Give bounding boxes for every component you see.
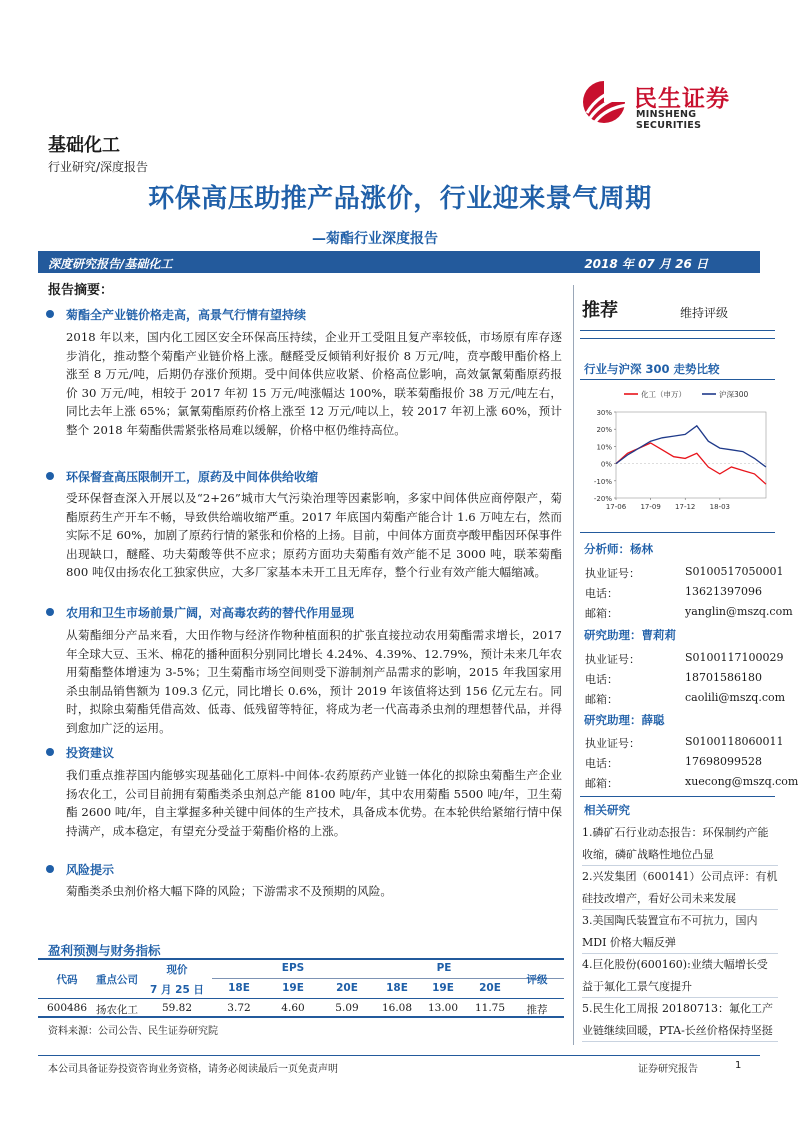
table-header: 20E: [479, 982, 501, 994]
table-rule: [212, 978, 564, 979]
bullet-icon: [46, 865, 54, 873]
y-tick-label: -10%: [593, 477, 612, 486]
table-title: 盈利预测与财务指标: [48, 943, 161, 958]
divider: [580, 532, 775, 533]
table-cell: 5.09: [335, 1002, 359, 1014]
y-tick-label: 10%: [596, 443, 612, 452]
table-cell: 59.82: [161, 1002, 193, 1014]
related-link[interactable]: 1.磷矿石行业动态报告：环保制约产能收缩，磷矿战略性地位凸显: [582, 822, 778, 866]
section-text: 我们重点推荐国内能够实现基础化工原料-中间体-农药原药产业链一体化的拟除虫菊酯生产企业扬农化工，公司目前拥有菊酯类杀虫剂总产能 8100 吨/年，其中农用菊酯 5500 吨/年，卫生菊酯 2600 吨/年，自主掌握多种关键中间体的生产技术，具备成本优势。在本轮供给紧缩行情中保持满产，成本稳定，有望充分受益于菊酯价格的上涨。: [66, 768, 562, 838]
bullet-icon: [46, 608, 54, 616]
title-bar-date: 2018 年 07 月 26 日: [584, 257, 708, 271]
section-text: 受环保督查深入开展以及“2+26”城市大气污染治理等因素影响，多家中间体供应商停限产，菊酯原药生产开车不畅，导致供给端收缩严重。2017 年底国内菊酯产能合计 1.6 万吨左右，然而实际不足 60%，加剧了原药行情的紧张和价格的上扬。目前，中间体方面贲亭酸甲酯因环保事件出现缺口，醚醛、功夫菊酸等供不应求；原药方面功夫菊酯有效产能不足 3000 吨，联苯菊酯 800 吨仅由扬农化工独家供应，大多厂家基本未开工且无库存，整个行业有效产能大幅缩减。: [66, 491, 562, 579]
chart-y-ticks: [594, 409, 612, 503]
analyst-name: 研究助理：曹莉莉: [584, 628, 676, 642]
report-type: 行业研究/深度报告: [48, 160, 149, 174]
table-cell: 16.08: [381, 1002, 413, 1014]
analyst-name: 研究助理：薛聪: [584, 713, 665, 727]
section-text: 菊酯类杀虫剂价格大幅下降的风险；下游需求不及预期的风险。: [66, 884, 393, 898]
table-header: 19E: [282, 982, 304, 994]
chart-title: 行业与沪深 300 走势比较: [584, 362, 720, 376]
column-divider: [573, 285, 574, 1045]
table-header: 评级: [526, 974, 548, 986]
rating-sub: 维持评级: [680, 306, 729, 320]
section-heading: 菊酯全产业链价格走高，高景气行情有望持续: [46, 306, 306, 323]
related-link[interactable]: 5.民生化工周报 20180713：氟化工产业链继续回暖，PTA-长丝价格保持坚挺: [582, 998, 778, 1042]
table-header: 7 月 25 日: [150, 984, 204, 996]
chart-x-ticks: [606, 503, 730, 511]
table-header: 18E: [228, 982, 250, 994]
divider: [580, 338, 775, 339]
y-tick-label: 30%: [596, 409, 612, 417]
brand-name-cn: 民生证券: [634, 86, 730, 112]
table-header: EPS: [281, 962, 305, 974]
divider: [580, 796, 775, 797]
analyst-name: 分析师：杨林: [584, 542, 653, 556]
bullet-icon: [46, 748, 54, 756]
y-tick-label: -20%: [593, 495, 612, 503]
divider: [580, 330, 775, 331]
brand-name-en: MINSHENG SECURITIES: [636, 109, 702, 131]
chart-series: [616, 426, 766, 484]
legend-label: 化工（申万）: [641, 390, 686, 399]
footer-divider: [38, 1055, 760, 1056]
sector-title: 基础化工: [48, 135, 120, 156]
x-tick-label: 17-06: [605, 503, 627, 511]
table-header: 20E: [336, 982, 358, 994]
related-link[interactable]: 2.兴发集团（600141）公司点评：有机硅技改增产，看好公司未来发展: [582, 866, 778, 910]
rating-label: 推荐: [582, 300, 618, 321]
section-heading: 风险提示: [46, 861, 114, 878]
x-tick-label: 17-12: [675, 503, 696, 511]
page-subtitle: —菊酯行业深度报告: [312, 231, 438, 247]
bullet-icon: [46, 310, 54, 318]
chart-legend: [624, 389, 749, 399]
abstract-title: 报告摘要：: [48, 283, 114, 298]
table-header: 19E: [432, 982, 454, 994]
chart-frame: [616, 412, 766, 498]
x-tick-label: 18-03: [709, 503, 731, 511]
brand-logo: [580, 78, 760, 131]
brand-logo-icon: [580, 78, 630, 124]
table-header: 代码: [56, 974, 78, 986]
section-text: 从菊酯细分产品来看，大田作物与经济作物种植面积的扩张直接拉动农用菊酯需求增长，2017 年全球大豆、玉米、棉花的播种面积分别同比增长 4.24%、4.39%、12.79%，预计未来几年农用菊酯整体增速为 3-5%；卫生菊酯市场空间则受下游制剂产品需求的影响，2015 年我国家用杀虫制品销售额为 109.3 亿元，同比增长 0.6%，预计 2019 年该值将达到 156 亿元左右。同时，拟除虫菊酯凭借高效、低毒、低残留等特征，将成为老一代高毒杀虫剂的理想替代品，并得到愈加广泛的运用。: [66, 628, 562, 735]
table-cell: 推荐: [526, 1004, 548, 1016]
related-link[interactable]: 3.美国陶氏装置宣布不可抗力，国内 MDI 价格大幅反弹: [582, 910, 778, 954]
table-cell: 600486: [46, 1002, 88, 1014]
table-cell: 4.60: [281, 1002, 305, 1014]
table-header: PE: [436, 962, 452, 974]
related-list: [582, 822, 778, 1042]
page-title: 环保高压助推产品涨价，行业迎来景气周期: [148, 184, 652, 214]
trend-chart: [580, 382, 780, 522]
section-heading: 投资建议: [46, 744, 114, 761]
related-title: 相关研究: [584, 803, 630, 817]
bullet-icon: [46, 472, 54, 480]
footer-disclaimer: 本公司具备证券投资咨询业务资格，请务必阅读最后一页免责声明: [48, 1064, 338, 1075]
table-header: 重点公司: [96, 974, 138, 986]
table-header: 现价: [166, 964, 188, 976]
table-cell: 3.72: [227, 1002, 251, 1014]
table-cell: 扬农化工: [96, 1004, 138, 1016]
page-number: 1: [735, 1060, 742, 1071]
y-tick-label: 20%: [596, 426, 612, 435]
x-tick-label: 17-09: [640, 503, 661, 511]
related-link[interactable]: 4.巨化股份(600160):业绩大幅增长受益于氟化工景气度提升: [582, 954, 778, 998]
section-heading: 环保督查高压限制开工，原药及中间体供给收缩: [46, 468, 318, 485]
table-rule: [38, 958, 564, 960]
table-cell: 13.00: [427, 1002, 459, 1014]
table-cell: 11.75: [474, 1002, 506, 1014]
section-heading: 农用和卫生市场前景广阔，对高毒农药的替代作用显现: [46, 604, 354, 621]
y-tick-label: 0%: [600, 460, 612, 469]
legend-label: 沪深300: [719, 390, 749, 399]
table-rule: [38, 998, 564, 999]
series-line-hs300: [616, 426, 766, 467]
section-text: 2018 年以来，国内化工园区安全环保高压持续，企业开工受阻且复产率较低，市场原有库存逐步消化，推动整个菊酯产业链价格上涨。醚醛受反倾销利好报价 8 万元/吨，贲亭酸甲酯价格上涨至 8 万元/吨，后期仍存涨价预期。受中间体供应收紧、价格高位影响，高效氯氰菊酯原药报价 30 万元/吨，相较于 2017 年初 15 万元/吨涨幅达 100%，联苯菊酯报价 38 万元/吨左右，同比去年上涨 65%；氯氰菊酯原药价格上涨至 12 万元/吨以上，较 2017 年初上涨 60%，预计整个 2018 年菊酯供需紧张格局难以缓解，价格中枢仍维持高位。: [66, 330, 562, 437]
table-source: 资料来源：公司公告、民生证券研究院: [48, 1026, 218, 1037]
table-header: 18E: [386, 982, 408, 994]
footer-label: 证券研究报告: [638, 1064, 698, 1075]
divider: [580, 379, 775, 380]
title-bar-category: 深度研究报告/基础化工: [48, 257, 173, 271]
